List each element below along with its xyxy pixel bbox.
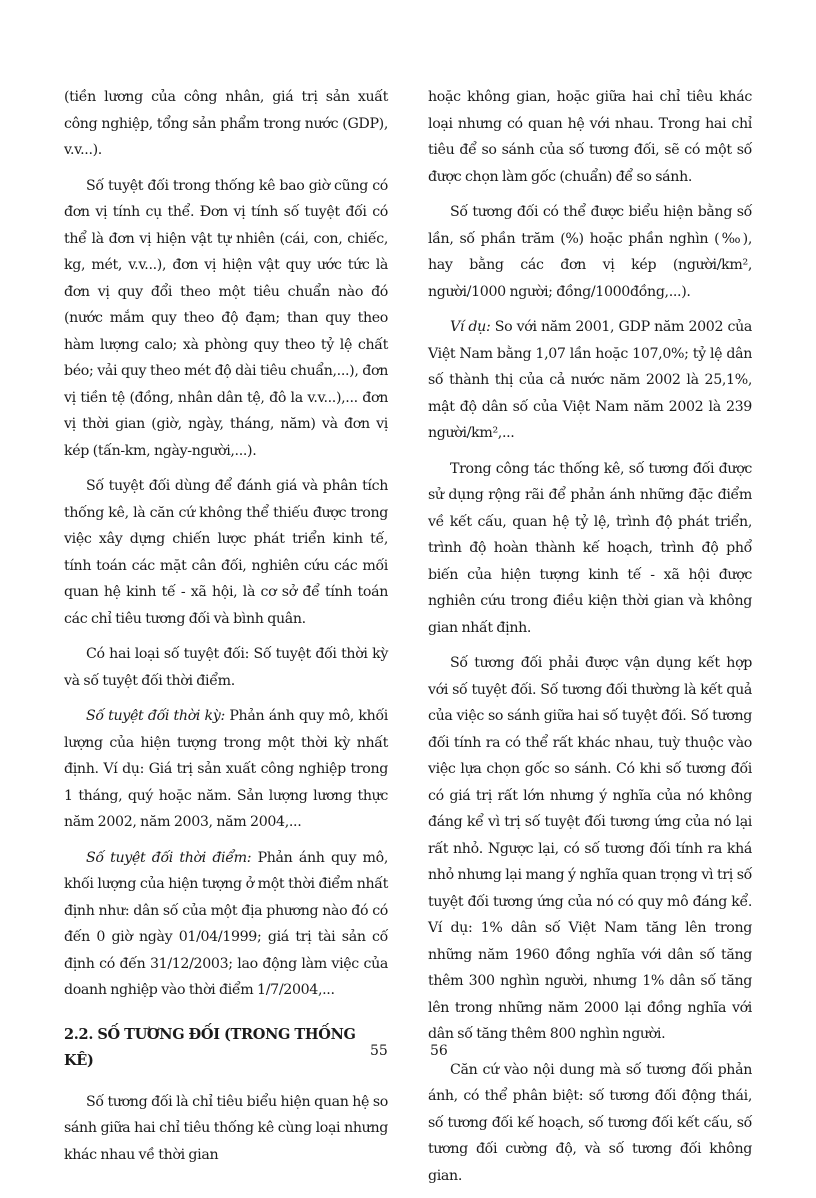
paragraph: Số tương đối có thể được biểu hiện bằng số lần, số phần trăm (%) hoặc phần nghìn (‰), hay bằng các đơn vị kép (người/km², người/1000 người; đồng/1000đồng,...). bbox=[428, 204, 752, 300]
paragraph-text: Phản ánh quy mô, khối lượng của hiện tượng trong một thời kỳ nhất định. Ví dụ: Giá trị sản xuất công nghiệp trong 1 tháng, quý hoặc năm. Sản lượng lương thực năm 2002, năm 2003, năm 2004,... bbox=[64, 708, 388, 830]
paragraph bbox=[64, 845, 388, 1004]
paragraph: Số tương đối phải được vận dụng kết hợp với số tuyệt đối. Số tương đối thường là kết quả của việc so sánh giữa hai số tuyệt đối. Số tương đối tính ra có thể rất khác nhau, tuỳ thuộc vào việc lựa chọn gốc so sánh. Có khi số tương đối có giá trị rất lớn nhưng ý nghĩa của nó không đáng kể vì trị số tuyệt đối tương ứng của nó lại rất nhỏ. Ngược lại, có số tương đối tính ra khá nhỏ nhưng lại mang ý nghĩa quan trọng vì trị số tuyệt đối tương ứng của nó có quy mô đáng kể. Ví dụ: 1% dân số Việt Nam tăng lên trong những năm 1960 đồng nghĩa với dân số tăng thêm 300 nghìn người, nhưng 1% dân số tăng lên trong những năm 2000 lại đồng nghĩa với dân số tăng thêm 800 nghìn người. bbox=[428, 655, 752, 1042]
paragraph: (tiền lương của công nhân, giá trị sản xuất công nghiệp, tổng sản phẩm trong nước (GDP), v.v...). bbox=[64, 89, 388, 158]
paragraph: Căn cứ vào nội dung mà số tương đối phản ánh, có thể phân biệt: số tương đối động thái, số tương đối kế hoạch, số tương đối kết cấu, số tương đối cường độ, và số tương đối không gian. bbox=[428, 1061, 752, 1184]
term-period-absolute: Số tuyệt đối thời kỳ: bbox=[86, 708, 225, 724]
paragraph: Có hai loại số tuyệt đối: Số tuyệt đối thời kỳ và số tuyệt đối thời điểm. bbox=[64, 646, 388, 689]
paragraph: Số tương đối là chỉ tiêu biểu hiện quan hệ so sánh giữa hai chỉ tiêu thống kê cùng loại nhưng khác nhau về thời gian bbox=[64, 1093, 388, 1163]
paragraph: hoặc không gian, hoặc giữa hai chỉ tiêu khác loại nhưng có quan hệ với nhau. Trong hai chỉ tiêu để so sánh của số tương đối, sẽ có một số được chọn làm gốc (chuẩn) để so sánh. bbox=[428, 89, 752, 185]
paragraph bbox=[428, 314, 752, 447]
paragraph bbox=[64, 703, 388, 836]
page-number-left: 55 bbox=[370, 1043, 388, 1059]
paragraph: Số tuyệt đối trong thống kê bao giờ cũng có đơn vị tính cụ thể. Đơn vị tính số tuyệt đối có thể là đơn vị hiện vật tự nhiên (cái, con, chiếc, kg, mét, v.v...), đơn vị hiện vật quy ước tức là đơn vị quy đổi theo một tiêu chuẩn nào đó (nước mắm quy theo độ đạm; than quy theo hàm lượng calo; xà phòng quy theo tỷ lệ chất béo; vải quy theo mét độ dài tiêu chuẩn,...), đơn vị tiền tệ (đồng, nhân dân tệ, đô la v.v...),... đơn vị thời gian (giờ, ngày, tháng, năm) và đơn vị kép (tấn-km, ngày-người,...). bbox=[64, 177, 388, 459]
paragraph-text: Phản ánh quy mô, khối lượng của hiện tượng ở một thời điểm nhất định như: dân số của một địa phương nào đó có đến 0 giờ ngày 01/04/1999; giá trị tài sản cố định có đến 31/12/2003; lao động làm việc của doanh nghiệp vào thời điểm 1/7/2004,... bbox=[64, 849, 389, 998]
left-page-column bbox=[64, 84, 388, 1177]
paragraph: Trong công tác thống kê, số tương đối được sử dụng rộng rãi để phản ánh những đặc điểm về kết cấu, quan hệ tỷ lệ, trình độ phát triển, trình độ hoàn thành kế hoạch, trình độ phổ biến của hiện tượng kinh tế - xã hội được nghiên cứu trong điều kiện thời gian và không gian nhất định. bbox=[428, 460, 752, 636]
term-point-absolute: Số tuyệt đối thời điểm: bbox=[86, 849, 252, 866]
page-number-right: 56 bbox=[430, 1043, 448, 1059]
section-heading: 2.2. SỐ TƯƠNG ĐỐI (TRONG THỐNG KÊ) bbox=[64, 1025, 356, 1069]
paragraph: Số tuyệt đối dùng để đánh giá và phân tích thống kê, là căn cứ không thể thiếu được trong việc xây dựng chiến lược phát triển kinh tế, tính toán các mặt cân đối, nghiên cứu các mối quan hệ kinh tế - xã hội, là cơ sở để tính toán các chỉ tiêu tương đối và bình quân. bbox=[64, 478, 388, 627]
right-page-column bbox=[428, 84, 752, 1198]
paragraph-text: So với năm 2001, GDP năm 2002 của Việt Nam bằng 1,07 lần hoặc 107,0%; tỷ lệ dân số thành thị của cả nước năm 2002 là 25,1%, mật độ dân số của Việt Nam năm 2002 là 239 người/km²,... bbox=[428, 319, 752, 441]
example-label: Ví dụ: bbox=[450, 319, 491, 335]
